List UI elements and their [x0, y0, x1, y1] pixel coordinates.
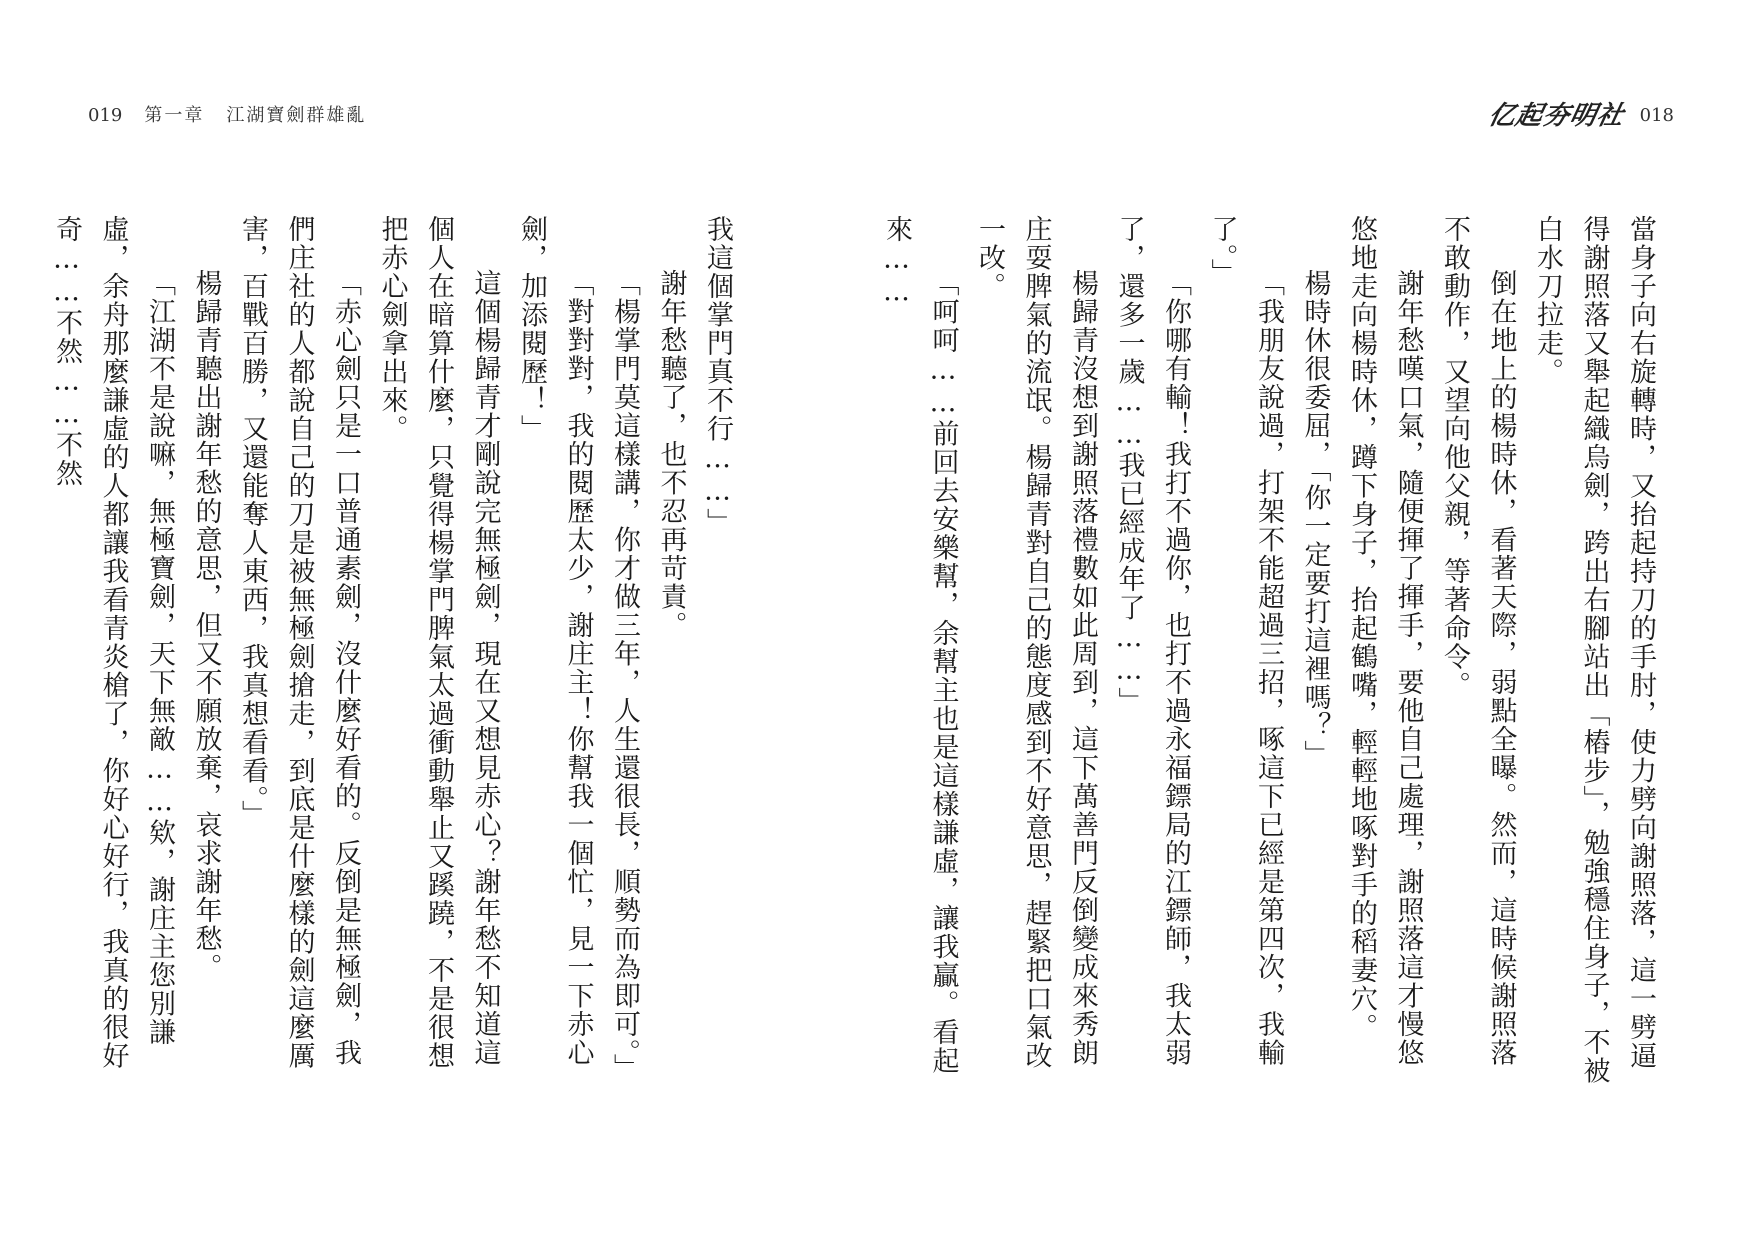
paragraph: 「楊掌門莫這樣講，你才做三年，人生還很長，順勢而為即可。」 [609, 269, 640, 1082]
paragraph: 「對對對，我的閱歷太少，謝庄主！你幫我一個忙，見一下赤心劍，加添閱歷！」 [516, 215, 594, 1067]
right-page-number: 018 [1639, 105, 1674, 126]
paragraph: 當身子向右旋轉時，又抬起持刀的手肘，使力劈向謝照落，這一劈逼得謝照落又舉起織烏劍，跨出右腳站出「樁步」，勉強穩住身子，不被白水刀拉走。 [1532, 215, 1656, 1085]
paragraph: 謝年愁嘆口氣，隨便揮了揮手，要他自己處理，謝照落這才慢悠悠地走向楊時休，蹲下身子，抬起鶴嘴，輕輕地啄對手的稻妻穴。 [1346, 215, 1424, 1067]
left-page-header [88, 104, 366, 128]
paragraph: 「我朋友說過，打架不能超過三招，啄這下已經是第四次，我輸了。」 [1206, 215, 1284, 1067]
publisher-logo: 亿起夯明社 [1485, 101, 1627, 131]
paragraph: 楊時休很委屈，「你一定要打這裡嗎？」 [1299, 269, 1331, 769]
paragraph: 「江湖不是說嘛，無極寶劍，天下無敵……欸，謝庄主您別謙虛，余舟那麼謙虛的人都讓我看青炎槍了，你好心好行，我真的很好奇……不然……不然 [51, 215, 175, 1070]
chapter-label: 第一章 [144, 105, 205, 126]
paragraph: 「你哪有輸！我打不過你，也打不過永福鏢局的江鏢師，我太弱了，還多一歲……我已經成年了……」 [1113, 215, 1191, 1067]
paragraph: 楊歸青沒想到謝照落禮數如此周到，這下萬善門反倒變成來秀朗庄耍脾氣的流氓。楊歸青對自己的態度感到不好意思，趕緊把口氣改一改。 [974, 215, 1098, 1070]
paragraph: 「呵呵……前回去安樂幫，余幫主也是這樣謙虛，讓我贏。看起來…… [881, 215, 959, 1075]
paragraph: 倒在地上的楊時休，看著天際，弱點全曝。然而，這時候謝照落不敢動作，又望向他父親，等著命令。 [1439, 215, 1517, 1067]
left-page-number: 019 [88, 105, 123, 126]
paragraph: 這個楊歸青才剛說完無極劍，現在又想見赤心？謝年愁不知道這個人在暗算什麼，只覺得楊掌門脾氣太過衝動舉止又蹊蹺，不是很想把赤心劍拿出來。 [376, 215, 501, 1070]
chapter-title: 江湖寶劍群雄亂 [226, 105, 367, 126]
right-page-body [881, 215, 1663, 1095]
paragraph: 謝年愁聽了，也不忍再苛責。 [655, 269, 687, 640]
paragraph: 我這個掌門真不行……」 [702, 215, 733, 537]
right-page-header [1485, 101, 1674, 131]
paragraph: 楊歸青聽出謝年愁的意思，但又不願放棄，哀求謝年愁。 [190, 269, 222, 982]
left-page-body [51, 215, 740, 1095]
paragraph: 「赤心劍只是一口普通素劍，沒什麼好看的。反倒是無極劍，我們庄社的人都說自己的刀是被無極劍搶走，到底是什麼樣的劍這麼厲害，百戰百勝，又還能奪人東西，我真想看看。」 [237, 215, 361, 1070]
